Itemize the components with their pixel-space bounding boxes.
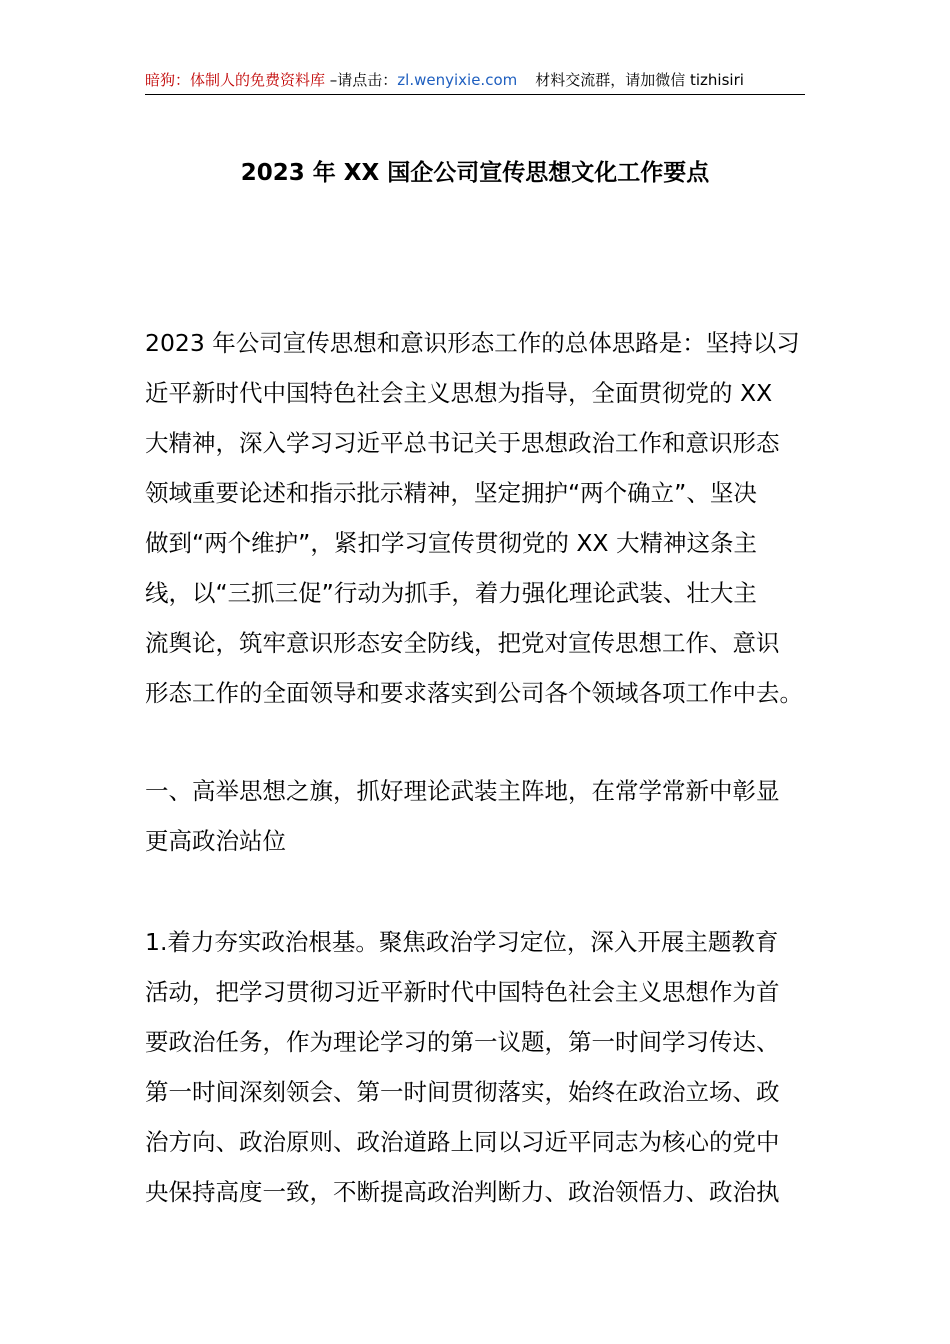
paragraph-line: 领域重要论述和指示批示精神，坚定拥护“两个确立”、坚决 [145,479,757,507]
heading-line: 一、高举思想之旗，抓好理论武装主阵地，在常学常新中彰显 [145,777,780,805]
section-heading-1 [145,766,805,866]
paragraph-line: 第一时间深刻领会、第一时间贯彻落实，始终在政治立场、政 [145,1078,780,1106]
document-title: 2023 年 XX 国企公司宣传思想文化工作要点 [240,160,710,186]
paragraph-line: 2023 年公司宣传思想和意识形态工作的总体思路是：坚持以习 [145,329,800,357]
paragraph-line: 治方向、政治原则、政治道路上同以习近平同志为核心的党中 [145,1128,780,1156]
paragraph-line: 做到“两个维护”，紧扣学习宣传贯彻党的 XX 大精神这条主 [145,529,757,557]
intro-paragraph [145,318,805,718]
heading-line: 更高政治站位 [145,827,286,855]
paragraph-line: 大精神，深入学习习近平总书记关于思想政治工作和意识形态 [145,429,780,457]
header-banner [145,66,805,95]
paragraph-line: 流舆论，筑牢意识形态安全防线，把党对宣传思想工作、意识 [145,629,780,657]
paragraph-line: 1.着力夯实政治根基。聚焦政治学习定位，深入开展主题教育 [145,928,779,956]
item-1-paragraph [145,917,805,1217]
header-link[interactable]: zl.wenyixie.com [397,71,518,89]
paragraph-line: 要政治任务，作为理论学习的第一议题，第一时间学习传达、 [145,1028,780,1056]
paragraph-line: 近平新时代中国特色社会主义思想为指导，全面贯彻党的 XX [145,379,773,407]
header-brand: 暗狗：体制人的免费资料库 [145,71,326,89]
paragraph-line: 形态工作的全面领导和要求落实到公司各个领域各项工作中去。 [145,679,803,707]
paragraph-line: 线，以“三抓三促”行动为抓手，着力强化理论武装、壮大主 [145,579,757,607]
header-contact: 材料交流群，请加微信 tizhisiri [535,71,744,89]
header-prompt: –请点击： [325,71,398,89]
paragraph-line: 央保持高度一致，不断提高政治判断力、政治领悟力、政治执 [145,1178,780,1206]
paragraph-line: 活动，把学习贯彻习近平新时代中国特色社会主义思想作为首 [145,978,780,1006]
